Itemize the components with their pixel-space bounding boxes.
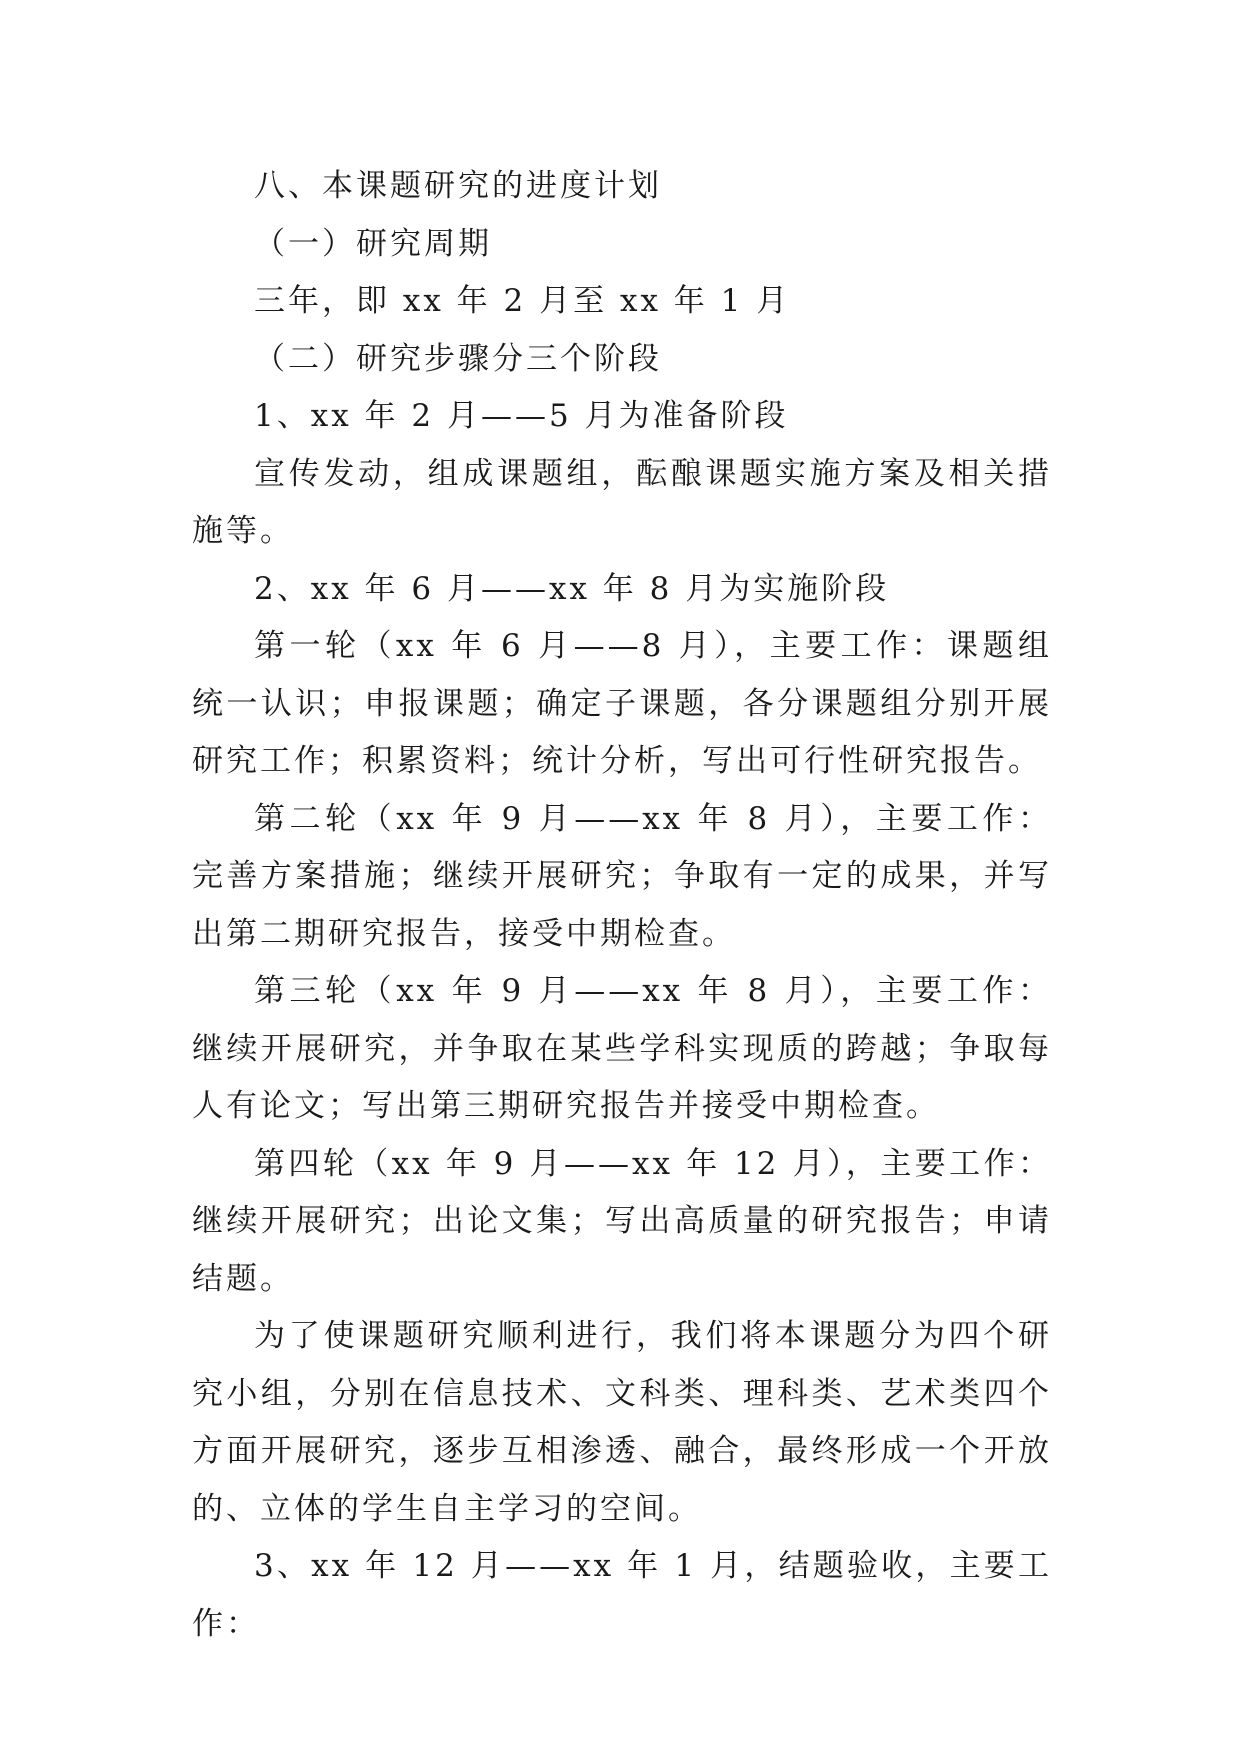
round-2-text: 第二轮（xx 年 9 月——xx 年 8 月），主要工作：完善方案措施；继续开展研究；争取有一定的成果，并写出第二期研究报告，接受中期检查。: [192, 800, 1052, 952]
subsection-heading-steps: （二）研究步骤分三个阶段: [254, 340, 662, 377]
paragraph-period: 三年，即 xx 年 2 月至 xx 年 1 月: [254, 283, 791, 319]
round-3-text: 第三轮（xx 年 9 月——xx 年 8 月），主要工作：继续开展研究，并争取在某些学科实现质的跨越；争取每人有论文；写出第三期研究报告并接受中期检查。: [192, 973, 1052, 1124]
document-body: [192, 158, 1052, 1653]
stage-3-heading: 3、xx 年 12 月——xx 年 1 月，结题验收，主要工作：: [192, 1548, 1052, 1642]
round-1-text: 第一轮（xx 年 6 月——8 月），主要工作：课题组统一认识；申报课题；确定子课题，各分课题组分别开展研究工作；积累资料；统计分析，写出可行性研究报告。: [192, 628, 1052, 779]
stage-1-heading: 1、xx 年 2 月——5 月为准备阶段: [254, 398, 789, 434]
subsection-heading-period: （一）研究周期: [254, 225, 492, 262]
round-4-text: 第四轮（xx 年 9 月——xx 年 12 月），主要工作：继续开展研究；出论文集；写出高质量的研究报告；申请结题。: [192, 1145, 1052, 1297]
stage-2-heading: 2、xx 年 6 月——xx 年 8 月为实施阶段: [254, 570, 890, 607]
section-heading: 八、本课题研究的进度计划: [254, 168, 662, 204]
stage-1-text: 宣传发动，组成课题组，酝酿课题实施方案及相关措施等。: [192, 455, 1052, 549]
groups-text: 为了使课题研究顺利进行，我们将本课题分为四个研究小组，分别在信息技术、文科类、理科类、艺术类四个方面开展研究，逐步互相渗透、融合，最终形成一个开放的、立体的学生自主学习的空间。: [192, 1318, 1052, 1527]
